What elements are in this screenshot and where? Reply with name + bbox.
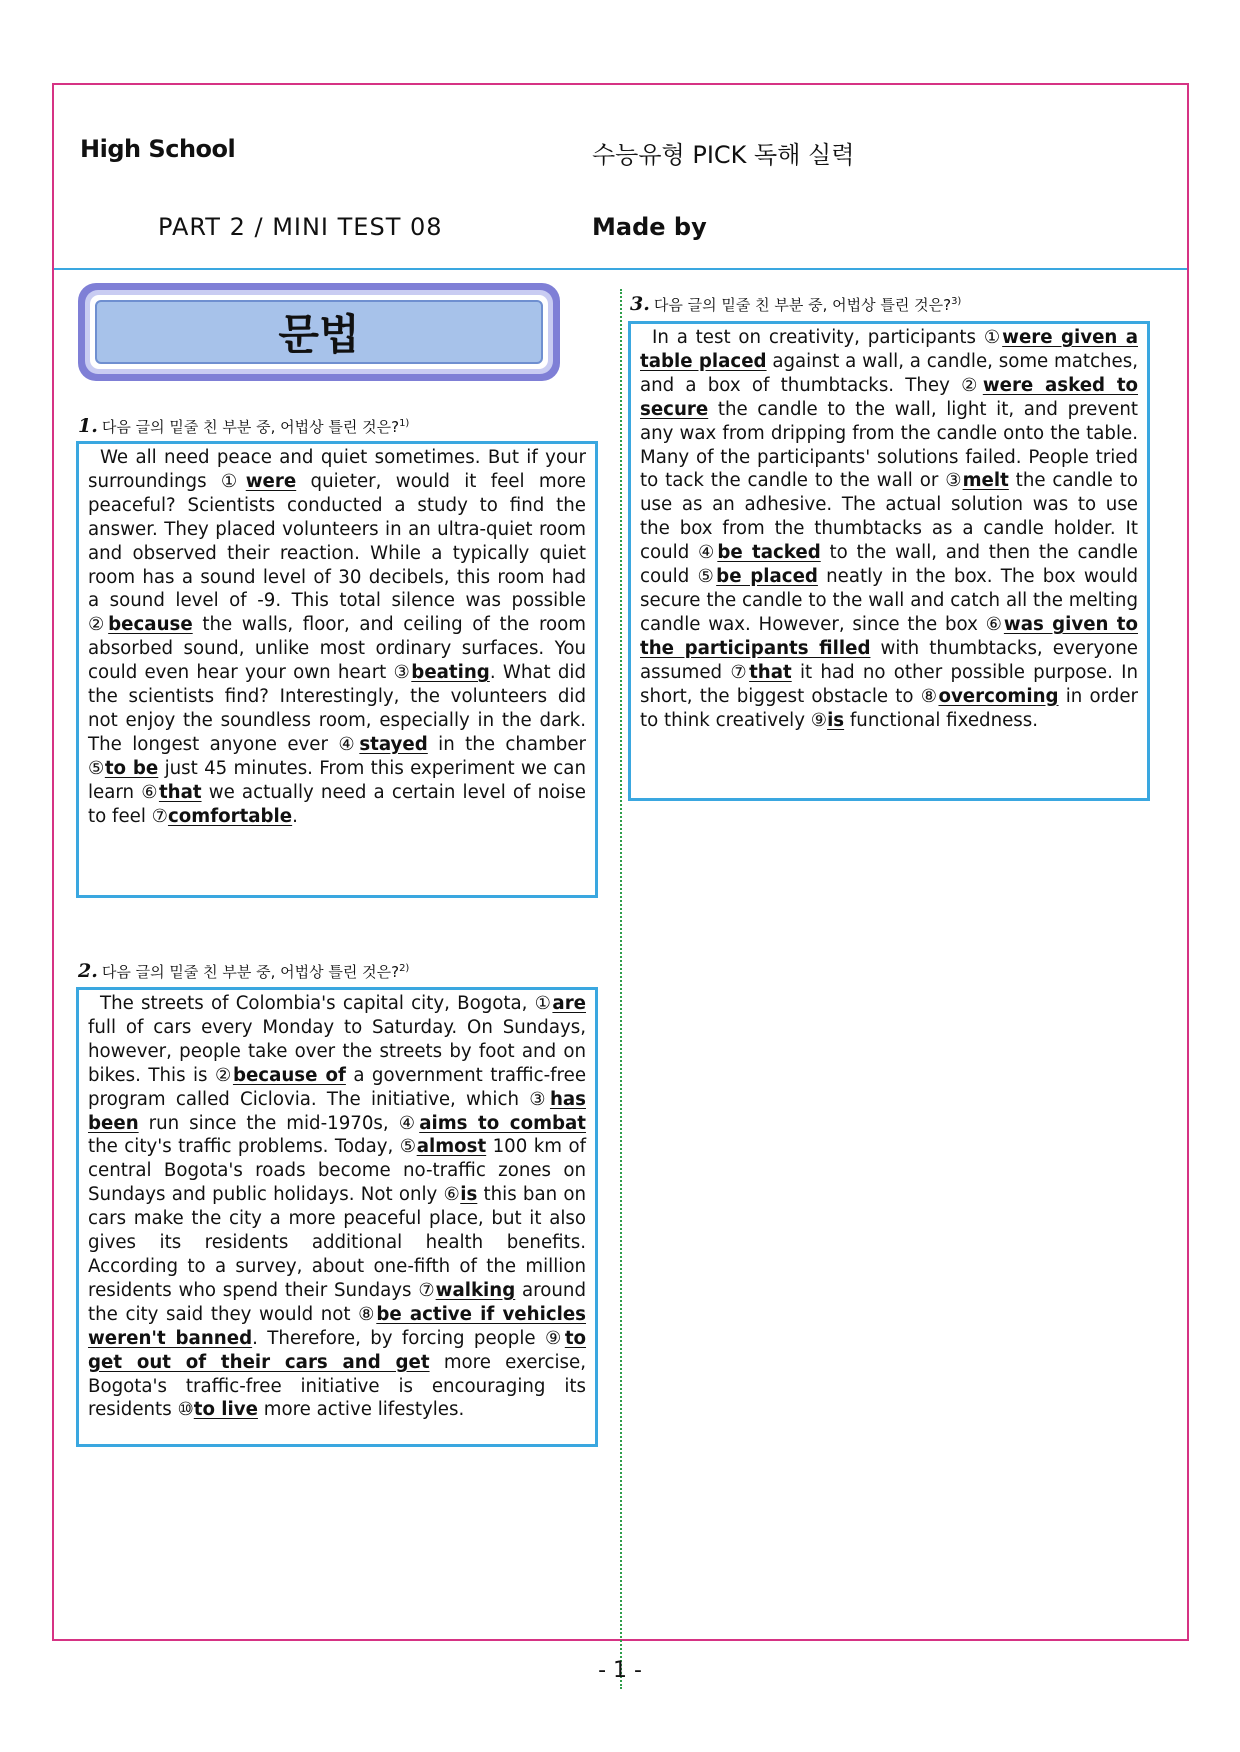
passage-text: ⑤ — [697, 566, 717, 588]
part-label: PART 2 / MINI TEST 08 — [158, 213, 443, 241]
passage-text: full of cars every Monday to Saturday. On Sundays, however, people take over the streets by foot and on bikes. This is — [88, 1016, 586, 1086]
passage-text: . — [292, 805, 298, 827]
underlined-phrase: stayed — [359, 733, 428, 755]
passage-text: ② — [214, 1064, 233, 1086]
passage-text: . Therefore, by forcing people — [252, 1327, 545, 1349]
underlined-phrase: were given a table placed — [640, 327, 1138, 372]
underlined-phrase: are — [552, 993, 586, 1014]
passage-text: ⑨ — [544, 1327, 565, 1349]
passage-text: with thumbtacks, everyone assumed — [640, 637, 1138, 683]
underlined-phrase: melt — [962, 470, 1009, 492]
question-text: 다음 글의 밑줄 친 부분 중, 어법상 틀린 것은? — [653, 296, 952, 314]
passage-text: ⑦ — [151, 805, 168, 827]
underlined-phrase: aims to combat — [419, 1112, 587, 1134]
passage-text: ⑩ — [177, 1399, 194, 1421]
passage-text: ⑦ — [730, 661, 750, 683]
underlined-phrase: that — [158, 781, 202, 803]
passage-text: ⑥ — [141, 781, 159, 803]
underlined-phrase: to live — [193, 1399, 258, 1421]
passage-text: the walls, floor, and ceiling of the room absorbed sound, unlike most ordinary surfaces. You could even hear your own heart — [88, 614, 586, 684]
passage-text: ⑤ — [399, 1136, 417, 1158]
passage-text: the candle to the wall, light it, and prevent any wax from dripping from the candle onto the table. Many of the participants' solutions failed. People tried to tack the candle to the wall or — [640, 398, 1138, 492]
question-1-prompt — [78, 415, 409, 437]
underlined-phrase: has been — [88, 1088, 586, 1134]
passage-text: ④ — [698, 542, 718, 564]
underlined-phrase: to be — [104, 757, 159, 779]
passage-text: neatly in the box. The box would secure the candle to the wall and catch all the melting candle wax. However, since the box — [640, 566, 1138, 635]
passage-text: ④ — [398, 1112, 420, 1134]
question-number: 1. — [78, 415, 98, 437]
passage-text: ② — [961, 374, 983, 396]
passage-text: more exercise, Bogota's traffic-free initiative is encouraging its residents — [88, 1351, 587, 1421]
passage-text: ⑧ — [358, 1303, 377, 1325]
page-number: - 1 - — [598, 1658, 642, 1683]
passage-text: ③ — [529, 1088, 550, 1110]
underlined-phrase: because — [108, 614, 193, 636]
passage-text: to the wall, and then the candle could — [640, 542, 1138, 588]
passage-text: ① — [220, 470, 246, 492]
passage-text: ⑧ — [920, 685, 939, 707]
underlined-phrase: were asked to secure — [640, 374, 1139, 420]
question-text: 다음 글의 밑줄 친 부분 중, 어법상 틀린 것은? — [101, 963, 400, 981]
passage-text: The streets of Colombia's capital city, Bogota, — [100, 993, 535, 1014]
section-banner — [78, 283, 560, 381]
question-2-passage — [76, 987, 598, 1447]
underlined-phrase: is — [460, 1184, 478, 1206]
passage-text: ① — [983, 327, 1003, 348]
underlined-phrase: comfortable — [167, 805, 293, 827]
passage-text: around the city said they would not — [88, 1279, 586, 1325]
passage-text: the candle to use as an adhesive. The actual solution was to use the box from the thumbtacks as a candle holder. It could — [640, 470, 1138, 564]
passage-text: it had no other possible purpose. In short, the biggest obstacle to — [640, 661, 1138, 707]
made-by-label: Made by — [592, 213, 707, 241]
underlined-phrase: be tacked — [717, 542, 821, 564]
underlined-phrase: almost — [416, 1136, 487, 1158]
passage-text: In a test on creativity, participants — [652, 327, 984, 348]
underlined-phrase: beating — [411, 662, 490, 684]
passage-text: . What did the scientists find? Interestingly, the volunteers did not enjoy the soundless room, especially in the dark. The longest anyone ever — [88, 662, 586, 755]
passage-text: in order to think creatively — [640, 685, 1139, 731]
passage-text: ① — [534, 993, 553, 1014]
passage-text: run since the mid-1970s, — [138, 1112, 399, 1134]
school-label: High School — [80, 135, 236, 163]
passage-text: ⑨ — [810, 709, 828, 731]
passage-text: 100 km of central Bogota's roads become no-traffic zones on Sundays and public holidays. Not only — [88, 1136, 586, 1206]
passage-text: the city's traffic problems. Today, — [88, 1136, 400, 1158]
passage-text: quieter, would it feel more peaceful? Scientists conducted a study to find the answer. They placed volunteers in an ultra-quiet room and observed their reaction. While a typically quiet room has a sound level of 30 decibels, this room had a sound level of -9. This total silence was possible — [88, 470, 586, 612]
passage-text: ⑥ — [985, 613, 1004, 635]
underlined-phrase: be placed — [716, 566, 818, 588]
passage-text: ⑥ — [443, 1184, 461, 1206]
underlined-phrase: were — [245, 470, 297, 492]
passage-text: ③ — [393, 662, 412, 684]
underlined-phrase: to get out of their cars and get — [88, 1327, 587, 1373]
page-frame — [52, 83, 1189, 1641]
book-title: 수능유형 PICK 독해 실력 — [592, 141, 855, 169]
question-text: 다음 글의 밑줄 친 부분 중, 어법상 틀린 것은? — [101, 418, 400, 436]
underlined-phrase: was given to the participants filled — [640, 613, 1138, 659]
passage-text: in the chamber — [427, 733, 587, 755]
question-3-passage — [628, 321, 1150, 801]
underlined-phrase: walking — [435, 1279, 516, 1301]
header-divider — [54, 268, 1187, 270]
footnote-mark: 1) — [399, 418, 410, 429]
passage-text: against a wall, a candle, some matches, and a box of thumbtacks. They — [640, 350, 1138, 396]
passage-text: ② — [88, 614, 109, 636]
question-number: 3. — [630, 293, 650, 315]
passage-text: we actually need a certain level of noise to feel — [88, 781, 587, 827]
footnote-mark: 2) — [399, 963, 410, 974]
section-title: 문법 — [95, 300, 543, 364]
column-divider — [620, 289, 622, 1689]
underlined-phrase: that — [749, 661, 792, 683]
underlined-phrase: be active if vehicles weren't banned — [88, 1303, 587, 1349]
question-number: 2. — [78, 960, 98, 982]
passage-text: ⑤ — [88, 757, 105, 779]
passage-text: ⑦ — [418, 1279, 436, 1301]
underlined-phrase: is — [827, 709, 845, 731]
passage-text: more active lifestyles. — [257, 1399, 465, 1421]
passage-text: a government traffic-free program called Ciclovia. The initiative, which — [88, 1064, 587, 1110]
question-3-prompt — [630, 293, 961, 315]
passage-text: ④ — [338, 733, 360, 755]
passage-text: this ban on cars make the city a more peaceful place, but it also gives its residents additional health benefits. According to a survey, about one-fifth of the million residents who spend their Sundays — [88, 1184, 586, 1301]
footnote-mark: 3) — [951, 296, 962, 307]
passage-text: functional fixedness. — [844, 709, 1039, 731]
passage-text: just 45 minutes. From this experiment we can learn — [88, 757, 586, 803]
underlined-phrase: overcoming — [938, 685, 1059, 707]
passage-text: ③ — [945, 470, 963, 492]
underlined-phrase: because of — [232, 1064, 346, 1086]
question-2-prompt — [78, 960, 409, 982]
passage-text: We all need peace and quiet sometimes. But if your surroundings — [88, 447, 586, 492]
question-1-passage — [76, 441, 598, 898]
